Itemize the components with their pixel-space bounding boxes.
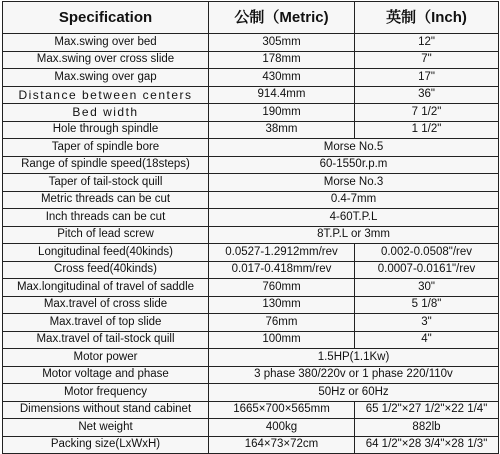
table-row [3, 401, 499, 419]
table-row [3, 34, 499, 52]
spec-value-metric: 760mm [209, 279, 355, 297]
spec-label: Max.travel of tail-stock quill [3, 331, 209, 349]
spec-value-shared: 1.5HP(1.1Kw) [209, 349, 499, 367]
spec-value-metric: 38mm [209, 121, 355, 139]
spec-body [3, 34, 499, 454]
table-row [3, 261, 499, 279]
table-row [3, 174, 499, 192]
header-metric: 公制（Metric) [209, 2, 355, 34]
spec-value-inch: 882lb [355, 419, 499, 437]
spec-label: Max.travel of top slide [3, 314, 209, 332]
spec-label: Taper of tail-stock quill [3, 174, 209, 192]
spec-value-metric: 178mm [209, 51, 355, 69]
spec-label: Max.travel of cross slide [3, 296, 209, 314]
spec-value-inch: 30" [355, 279, 499, 297]
spec-value-metric: 130mm [209, 296, 355, 314]
spec-sheet [2, 1, 498, 450]
spec-value-inch: 65 1/2"×27 1/2"×22 1/4" [355, 401, 499, 419]
table-row [3, 69, 499, 87]
table-row [3, 156, 499, 174]
spec-label: Motor frequency [3, 384, 209, 402]
table-row [3, 349, 499, 367]
spec-value-metric: 305mm [209, 34, 355, 52]
spec-value-inch: 0.0007-0.0161"/rev [355, 261, 499, 279]
spec-value-metric: 1665×700×565mm [209, 401, 355, 419]
table-row [3, 279, 499, 297]
spec-value-metric: 0.0527-1.2912mm/rev [209, 244, 355, 262]
spec-value-inch: 5 1/8" [355, 296, 499, 314]
spec-value-shared: 4-60T.P.L [209, 209, 499, 227]
spec-value-shared: Morse No.5 [209, 139, 499, 157]
table-row [3, 209, 499, 227]
table-row [3, 86, 499, 104]
spec-value-inch: 0.002-0.0508"/rev [355, 244, 499, 262]
table-row [3, 384, 499, 402]
spec-value-shared: 3 phase 380/220v or 1 phase 220/110v [209, 366, 499, 384]
spec-value-inch: 7 1/2" [355, 104, 499, 122]
spec-table [2, 1, 499, 454]
table-row [3, 314, 499, 332]
spec-value-inch: 64 1/2"×28 3/4"×28 1/3" [355, 436, 499, 454]
spec-label: Longitudinal feed(40kinds) [3, 244, 209, 262]
spec-value-inch: 1 1/2" [355, 121, 499, 139]
spec-value-inch: 3" [355, 314, 499, 332]
spec-label: Max.swing over cross slide [3, 51, 209, 69]
spec-value-inch: 7" [355, 51, 499, 69]
spec-value-shared: Morse No.3 [209, 174, 499, 192]
spec-value-metric: 914.4mm [209, 86, 355, 104]
spec-label: Bed width [3, 104, 209, 122]
spec-label: Max.swing over bed [3, 34, 209, 52]
spec-value-metric: 430mm [209, 69, 355, 87]
spec-label: Hole through spindle [3, 121, 209, 139]
spec-label: Metric threads can be cut [3, 191, 209, 209]
spec-value-inch: 36" [355, 86, 499, 104]
spec-label: Motor power [3, 349, 209, 367]
table-row [3, 191, 499, 209]
spec-label: Dimensions without stand cabinet [3, 401, 209, 419]
spec-value-inch: 4" [355, 331, 499, 349]
spec-value-shared: 50Hz or 60Hz [209, 384, 499, 402]
spec-label: Packing size(LxWxH) [3, 436, 209, 454]
table-row [3, 226, 499, 244]
spec-value-shared: 0.4-7mm [209, 191, 499, 209]
spec-value-shared: 8T.P.L or 3mm [209, 226, 499, 244]
spec-label: Inch threads can be cut [3, 209, 209, 227]
spec-value-metric: 190mm [209, 104, 355, 122]
spec-label: Max.swing over gap [3, 69, 209, 87]
header-row [3, 2, 499, 34]
table-row [3, 331, 499, 349]
header-inch: 英制（Inch) [355, 2, 499, 34]
table-row [3, 104, 499, 122]
spec-label: Cross feed(40kinds) [3, 261, 209, 279]
spec-label: Range of spindle speed(18steps) [3, 156, 209, 174]
spec-label: Distance between centers [3, 86, 209, 104]
spec-value-metric: 100mm [209, 331, 355, 349]
spec-value-inch: 12" [355, 34, 499, 52]
spec-label: Max.longitudinal of travel of saddle [3, 279, 209, 297]
table-row [3, 296, 499, 314]
header-specification: Specification [3, 2, 209, 34]
spec-value-shared: 60-1550r.p.m [209, 156, 499, 174]
table-row [3, 436, 499, 454]
spec-label: Pitch of lead screw [3, 226, 209, 244]
spec-value-metric: 0.017-0.418mm/rev [209, 261, 355, 279]
table-row [3, 51, 499, 69]
spec-label: Net weight [3, 419, 209, 437]
spec-label: Motor voltage and phase [3, 366, 209, 384]
spec-label: Taper of spindle bore [3, 139, 209, 157]
spec-value-metric: 164×73×72cm [209, 436, 355, 454]
table-row [3, 419, 499, 437]
table-row [3, 366, 499, 384]
spec-value-inch: 17" [355, 69, 499, 87]
spec-value-metric: 76mm [209, 314, 355, 332]
table-row [3, 121, 499, 139]
table-row [3, 139, 499, 157]
spec-value-metric: 400kg [209, 419, 355, 437]
table-row [3, 244, 499, 262]
